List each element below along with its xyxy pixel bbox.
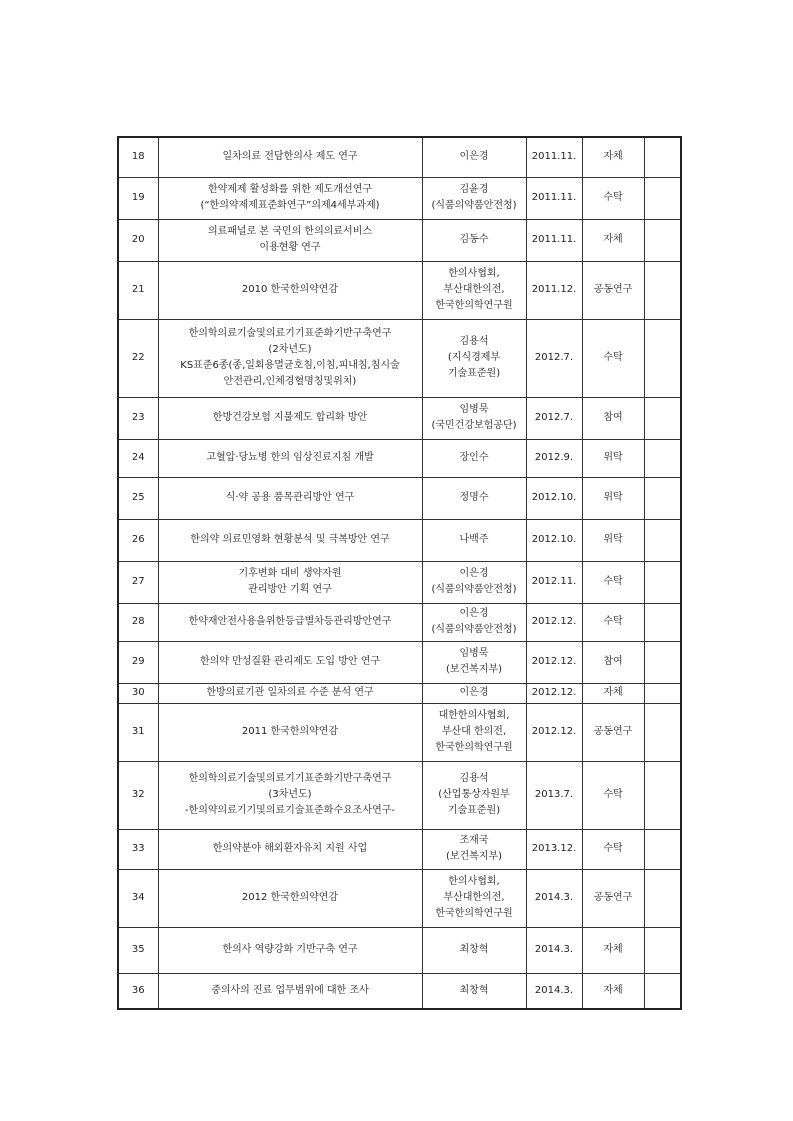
researcher xyxy=(422,261,526,319)
research-type: 자체 xyxy=(582,927,644,973)
researcher-line: 한국한의학연구원 xyxy=(435,742,513,753)
researcher-line: 이은경 xyxy=(459,687,489,698)
research-type: 수탁 xyxy=(582,177,644,219)
extra-cell xyxy=(644,261,681,319)
researcher-line: 김용석 xyxy=(459,773,489,784)
table-row xyxy=(118,397,681,439)
research-type: 참여 xyxy=(582,397,644,439)
completion-date: 2012.7. xyxy=(526,319,582,397)
project-title-line: 기후변화 대비 생약자원 xyxy=(238,568,342,579)
completion-date: 2012.12. xyxy=(526,683,582,703)
project-title-line: 고혈압·당뇨병 한의 임상진료지침 개발 xyxy=(206,452,374,463)
researcher-line: 장인수 xyxy=(459,452,489,463)
project-title xyxy=(158,561,422,603)
table-row xyxy=(118,561,681,603)
researcher xyxy=(422,219,526,261)
researcher-line: 최창혁 xyxy=(459,984,489,996)
researcher-line: 조재국 xyxy=(459,835,489,846)
completion-date: 2014.3. xyxy=(526,869,582,927)
project-title xyxy=(158,683,422,703)
project-title-line: 한의약분야 해외환자유치 지원 사업 xyxy=(212,843,368,854)
table-row xyxy=(118,261,681,319)
researcher xyxy=(422,137,526,177)
completion-date: 2013.12. xyxy=(526,829,582,869)
project-title-line: 한의약 의료민영화 현황분석 및 극복방안 연구 xyxy=(190,534,390,545)
table-body xyxy=(118,137,681,1009)
completion-date: 2012.12. xyxy=(526,603,582,641)
project-title xyxy=(158,927,422,973)
row-number: 36 xyxy=(118,973,158,1009)
completion-date: 2011.12. xyxy=(526,261,582,319)
researcher xyxy=(422,761,526,829)
project-title-line: 2012 한국한의약연감 xyxy=(241,892,339,903)
project-title xyxy=(158,177,422,219)
researcher xyxy=(422,519,526,561)
research-type: 수탁 xyxy=(582,561,644,603)
row-number: 18 xyxy=(118,137,158,177)
project-title-line: 한의학의료기술및의료기기표준화기반구축연구 xyxy=(188,328,392,339)
project-title-line: 중의사의 진료 업무범위에 대한 조사 xyxy=(211,984,369,996)
researcher-line: 한국한의학연구원 xyxy=(435,300,513,311)
completion-date: 2013.7. xyxy=(526,761,582,829)
row-number: 26 xyxy=(118,519,158,561)
project-title xyxy=(158,829,422,869)
research-type: 위탁 xyxy=(582,519,644,561)
extra-cell xyxy=(644,603,681,641)
research-type: 공동연구 xyxy=(582,703,644,761)
project-title-line: 한의사 역량강화 기반구축 연구 xyxy=(222,944,358,955)
project-title xyxy=(158,261,422,319)
researcher xyxy=(422,683,526,703)
project-title xyxy=(158,477,422,519)
row-number: 25 xyxy=(118,477,158,519)
completion-date: 2011.11. xyxy=(526,137,582,177)
project-title xyxy=(158,219,422,261)
table-row xyxy=(118,603,681,641)
project-title xyxy=(158,319,422,397)
researcher-line: (보건복지부) xyxy=(445,851,503,862)
extra-cell xyxy=(644,869,681,927)
row-number: 32 xyxy=(118,761,158,829)
extra-cell xyxy=(644,397,681,439)
project-title-line: 이용현황 연구 xyxy=(259,242,321,253)
completion-date: 2014.3. xyxy=(526,973,582,1009)
project-title-line: 한약재안전사용을위한등급별차등관리방안연구 xyxy=(188,616,392,627)
extra-cell xyxy=(644,477,681,519)
completion-date: 2012.11. xyxy=(526,561,582,603)
completion-date: 2012.10. xyxy=(526,519,582,561)
completion-date: 2014.3. xyxy=(526,927,582,973)
project-title-line: 2011 한국한의약연감 xyxy=(241,726,339,737)
completion-date: 2012.12. xyxy=(526,703,582,761)
research-type: 자체 xyxy=(582,973,644,1009)
researcher-line: 최창혁 xyxy=(459,944,489,955)
table-row xyxy=(118,177,681,219)
project-title xyxy=(158,869,422,927)
researcher-line: 기술표준원) xyxy=(447,805,501,816)
project-title-line: 한약제제 활성화를 위한 제도개선연구 xyxy=(207,184,373,195)
project-title-line: 한의약 만성질환 관리제도 도입 방안 연구 xyxy=(199,656,381,667)
row-number: 35 xyxy=(118,927,158,973)
row-number: 31 xyxy=(118,703,158,761)
researcher-line: (지식경제부 xyxy=(447,352,501,363)
table-row xyxy=(118,973,681,1009)
table-row xyxy=(118,519,681,561)
researcher xyxy=(422,703,526,761)
extra-cell xyxy=(644,927,681,973)
project-title xyxy=(158,519,422,561)
researcher-line: 임병묵 xyxy=(459,404,489,415)
project-title-line: 일차의료 전담한의사 제도 연구 xyxy=(222,151,358,163)
research-type: 자체 xyxy=(582,219,644,261)
extra-cell xyxy=(644,561,681,603)
row-number: 24 xyxy=(118,439,158,477)
research-type: 참여 xyxy=(582,641,644,683)
row-number: 34 xyxy=(118,869,158,927)
researcher-line: (식품의약품안전청) xyxy=(431,624,517,635)
row-number: 28 xyxy=(118,603,158,641)
table-row xyxy=(118,477,681,519)
research-type: 수탁 xyxy=(582,761,644,829)
project-title xyxy=(158,761,422,829)
researcher xyxy=(422,439,526,477)
researcher-line: 기술표준원) xyxy=(447,368,501,379)
researcher-line: (보건복지부) xyxy=(445,664,503,675)
project-title-line: (“한의약제제표준화연구”의제4세부과제) xyxy=(200,200,380,211)
research-type: 위탁 xyxy=(582,477,644,519)
row-number: 27 xyxy=(118,561,158,603)
researcher-line: (식품의약품안전청) xyxy=(431,584,517,595)
researcher-line: 한의사협회, xyxy=(448,268,500,279)
researcher-line: 이은경 xyxy=(459,608,489,619)
researcher-line: 대한한의사협회, xyxy=(438,710,510,721)
researcher-line: 김윤경 xyxy=(459,184,489,195)
extra-cell xyxy=(644,761,681,829)
project-title-line: (3차년도) xyxy=(268,789,312,800)
researcher xyxy=(422,603,526,641)
research-type: 위탁 xyxy=(582,439,644,477)
table-row xyxy=(118,703,681,761)
completion-date: 2012.7. xyxy=(526,397,582,439)
row-number: 30 xyxy=(118,683,158,703)
project-title-line: 의료패널로 본 국민의 한의의료서비스 xyxy=(207,226,373,237)
completion-date: 2011.11. xyxy=(526,177,582,219)
table-row xyxy=(118,439,681,477)
project-title xyxy=(158,973,422,1009)
project-title-line: 안전관리,인체경혈명칭및위치) xyxy=(223,376,357,387)
completion-date: 2012.10. xyxy=(526,477,582,519)
researcher xyxy=(422,397,526,439)
researcher-line: (식품의약품안전청) xyxy=(431,200,517,211)
research-type: 자체 xyxy=(582,137,644,177)
researcher-line: 부산대한의전, xyxy=(443,284,505,295)
researcher-line: 한의사협회, xyxy=(448,876,500,887)
table-row xyxy=(118,829,681,869)
completion-date: 2012.12. xyxy=(526,641,582,683)
project-title xyxy=(158,603,422,641)
row-number: 19 xyxy=(118,177,158,219)
completion-date: 2011.11. xyxy=(526,219,582,261)
researcher xyxy=(422,319,526,397)
extra-cell xyxy=(644,137,681,177)
researcher xyxy=(422,869,526,927)
researcher xyxy=(422,477,526,519)
researcher-line: 김용석 xyxy=(459,336,489,347)
row-number: 22 xyxy=(118,319,158,397)
row-number: 33 xyxy=(118,829,158,869)
project-title-line: 한방의료기관 일차의료 수준 분석 연구 xyxy=(206,687,374,698)
project-title-line: 한의학의료기술및의료기기표준화기반구축연구 xyxy=(188,773,392,784)
researcher xyxy=(422,973,526,1009)
extra-cell xyxy=(644,519,681,561)
project-title xyxy=(158,641,422,683)
researcher-line: 이은경 xyxy=(459,568,489,579)
researcher-line: 이은경 xyxy=(459,151,489,163)
project-title-line: 식·약 공용 품목관리방안 연구 xyxy=(225,492,355,503)
researcher-line: 나백주 xyxy=(459,534,489,545)
research-type: 자체 xyxy=(582,683,644,703)
extra-cell xyxy=(644,177,681,219)
extra-cell xyxy=(644,319,681,397)
extra-cell xyxy=(644,973,681,1009)
researcher-line: 부산대 한의전, xyxy=(441,726,507,737)
project-title xyxy=(158,397,422,439)
extra-cell xyxy=(644,219,681,261)
table-row xyxy=(118,683,681,703)
researcher xyxy=(422,641,526,683)
researcher xyxy=(422,177,526,219)
research-type: 공동연구 xyxy=(582,261,644,319)
researcher-line: 임병묵 xyxy=(459,648,489,659)
table-row xyxy=(118,927,681,973)
research-type: 공동연구 xyxy=(582,869,644,927)
research-type: 수탁 xyxy=(582,829,644,869)
project-title-line: 관리방안 기획 연구 xyxy=(248,584,332,595)
extra-cell xyxy=(644,641,681,683)
row-number: 29 xyxy=(118,641,158,683)
researcher xyxy=(422,561,526,603)
table-row xyxy=(118,869,681,927)
extra-cell xyxy=(644,439,681,477)
extra-cell xyxy=(644,683,681,703)
row-number: 23 xyxy=(118,397,158,439)
table-row xyxy=(118,641,681,683)
table-row xyxy=(118,319,681,397)
researcher-line: (산업통상자원부 xyxy=(438,789,510,800)
project-title-line: (2차년도) xyxy=(268,344,312,355)
project-title xyxy=(158,439,422,477)
project-title xyxy=(158,703,422,761)
researcher-line: 김동수 xyxy=(459,234,489,245)
researcher xyxy=(422,927,526,973)
completion-date: 2012.9. xyxy=(526,439,582,477)
researcher xyxy=(422,829,526,869)
table-row xyxy=(118,761,681,829)
research-type: 수탁 xyxy=(582,319,644,397)
researcher-line: 한국한의학연구원 xyxy=(435,908,513,919)
project-title xyxy=(158,137,422,177)
project-title-line: 한방건강보험 지불제도 합리화 방안 xyxy=(212,412,368,423)
project-title-line: -한의약의료기기및의료기술표준화수요조사연구- xyxy=(184,805,396,816)
research-type: 수탁 xyxy=(582,603,644,641)
researcher-line: (국민건강보험공단) xyxy=(431,420,517,431)
row-number: 20 xyxy=(118,219,158,261)
project-title-line: KS표준6종(종,일회용멸균호침,이침,피내침,침시술 xyxy=(180,360,400,371)
table-row xyxy=(118,219,681,261)
project-title-line: 2010 한국한의약연감 xyxy=(241,284,339,295)
extra-cell xyxy=(644,829,681,869)
table-row xyxy=(118,137,681,177)
researcher-line: 부산대한의전, xyxy=(443,892,505,903)
researcher-line: 정명수 xyxy=(459,492,489,503)
research-table xyxy=(117,136,682,1010)
extra-cell xyxy=(644,703,681,761)
row-number: 21 xyxy=(118,261,158,319)
